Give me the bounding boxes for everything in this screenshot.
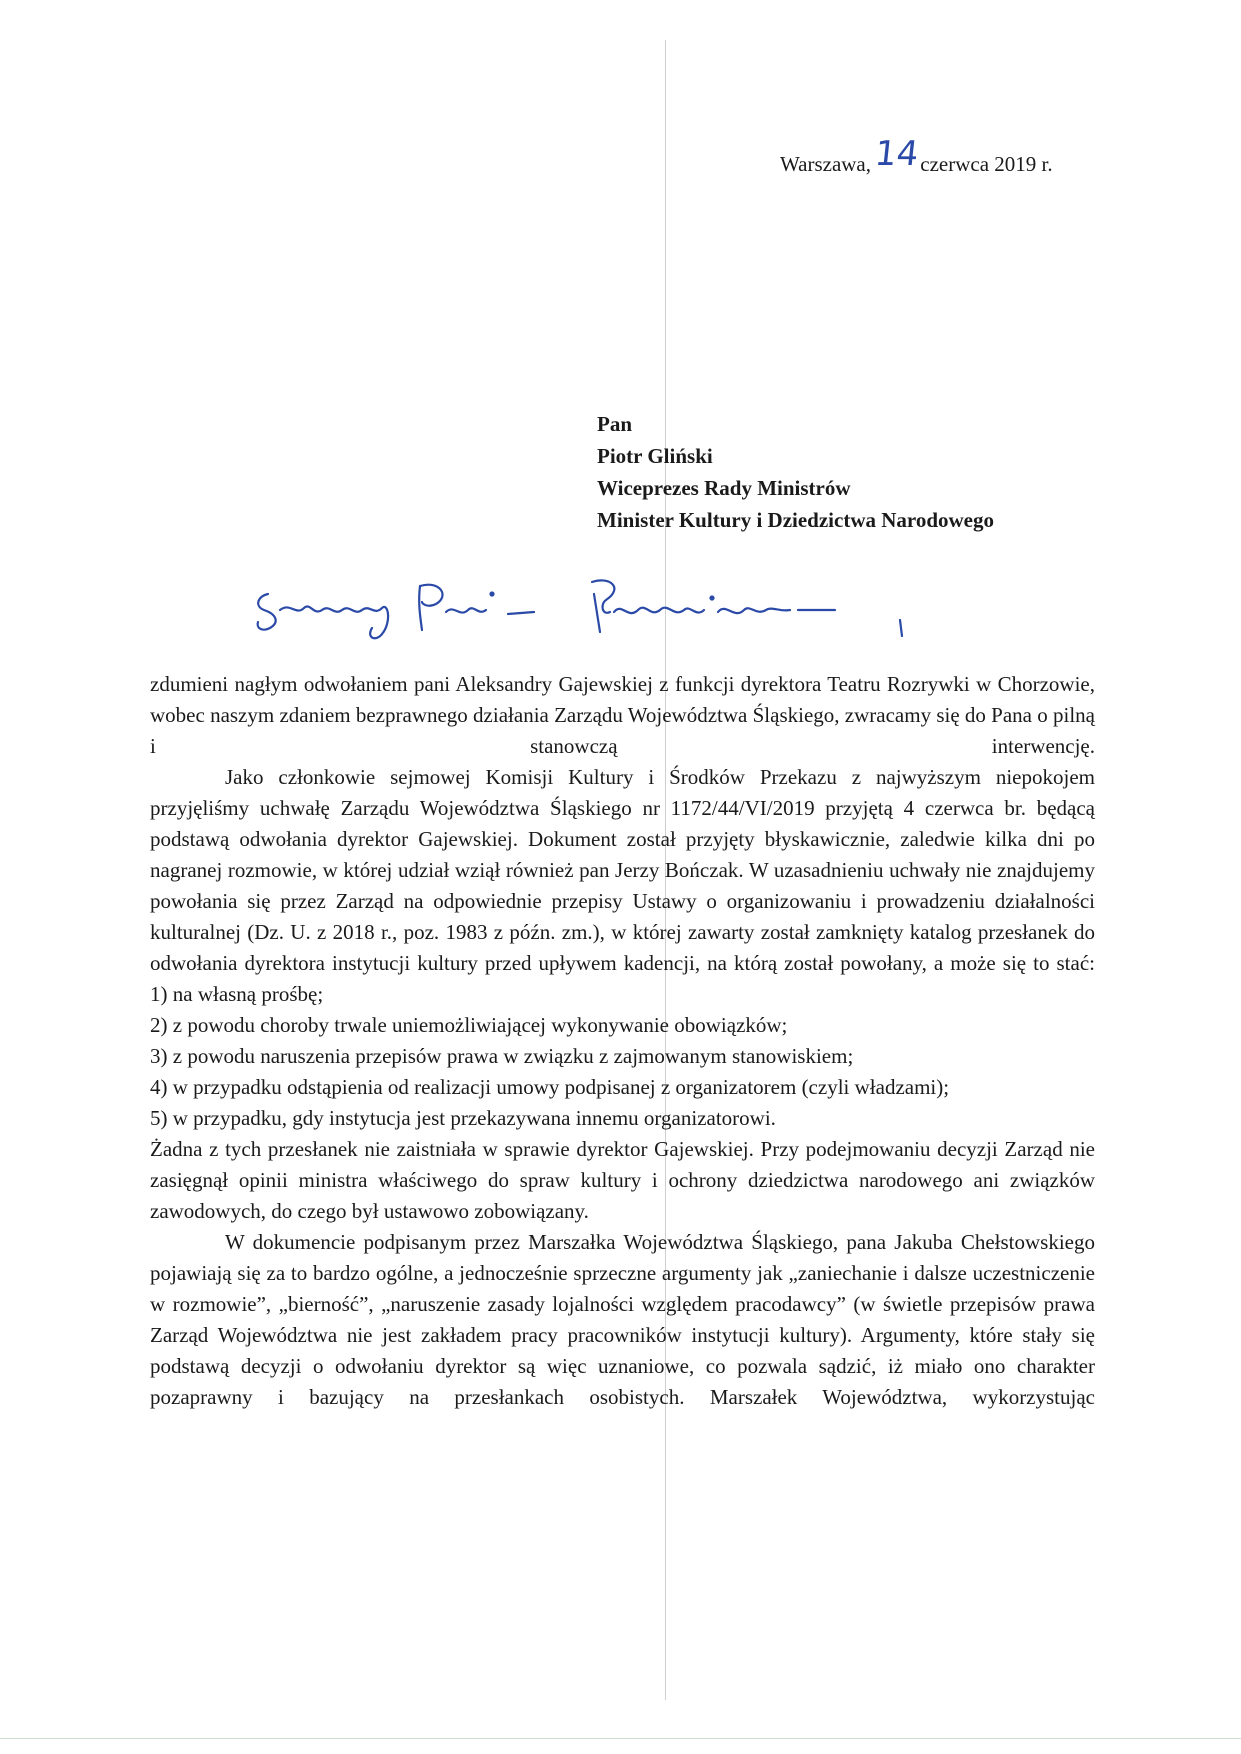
date-month-year: czerwca 2019 r. (920, 152, 1053, 176)
paragraph-3: Żadna z tych przesłanek nie zaistniała w sprawie dyrektor Gajewskiej. Przy podejmowaniu decyzji Zarząd nie zasięgnął opinii ministra właściwego do spraw kultury i ochrony dziedzictwa narodowego ani związków zawodowych, do czego był ustawowo zobowiązany. (150, 1137, 1095, 1223)
list-item: 5) w przypadku, gdy instytucja jest przekazywana innemu organizatorowi. (150, 1106, 776, 1130)
letter-body (150, 669, 1095, 1413)
paragraph-1: zdumieni nagłym odwołaniem pani Aleksandry Gajewskiej z funkcji dyrektora Teatru Rozrywki w Chorzowie, wobec naszym zdaniem bezprawnego działania Zarządu Województwa Śląskiego, zwracamy się do Pana o pilną i stanowczą interwencję. (150, 672, 1095, 758)
recipient-name: Piotr Gliński (597, 444, 713, 468)
letter-date (780, 134, 1140, 180)
handwritten-salutation (250, 572, 910, 652)
date-place: Warszawa, (780, 152, 872, 176)
recipient-title-1: Wiceprezes Rady Ministrów (597, 476, 851, 500)
list-item: 4) w przypadku odstąpienia od realizacji umowy podpisanej z organizatorem (czyli władzami); (150, 1075, 950, 1099)
list-item: 3) z powodu naruszenia przepisów prawa w związku z zajmowanym stanowiskiem; (150, 1044, 854, 1068)
paragraph-2: Jako członkowie sejmowej Komisji Kultury i Środków Przekazu z najwyższym niepokojem przyjęliśmy uchwałę Zarządu Województwa Śląskiego nr 1172/44/VI/2019 przyjętą 4 czerwca br. będącą podstawą odwołania dyrektor Gajewskiej. Dokument został przyjęty błyskawicznie, zaledwie kilka dni po nagranej rozmowie, w której udział wziął również pan Jerzy Bończak. W uzasadnieniu uchwały nie znajdujemy powołania się przez Zarząd na odpowiednie przepisy Ustawy o organizowaniu i prowadzeniu działalności kulturalnej (Dz. U. z 2018 r., poz. 1983 z późn. zm.), w której zawarty został zamknięty katalog przesłanek do odwołania dyrektora instytucji kultury przed upływem kadencji, na którą został powołany, a może się to stać: (150, 765, 1095, 975)
paragraph-4: W dokumencie podpisanym przez Marszałka Województwa Śląskiego, pana Jakuba Chełstowskiego pojawiają się za to bardzo ogólne, a jednocześnie sprzeczne argumenty jak „zaniechanie i dalsze uczestniczenie w rozmowie”, „bierność”, „naruszenie zasady lojalności względem pracodawcy” (w świetle przepisów prawa Zarząd Województwa nie jest zakładem pracy pracowników instytucji kultury). Argumenty, które stały się podstawą decyzji o odwołaniu dyrektor są więc uznaniowe, co pozwala sądzić, iż miało ono charakter pozaprawny i bazujący na przesłankach osobistych. Marszałek Województwa, wykorzystując (150, 1230, 1095, 1409)
list-item: 1) na własną prośbę; (150, 982, 324, 1006)
date-day-handwritten: 14 (872, 134, 921, 174)
recipient-block (597, 408, 994, 536)
page-bottom-edge (0, 1738, 1241, 1739)
recipient-line-1: Pan (597, 412, 633, 436)
list-item: 2) z powodu choroby trwale uniemożliwiającej wykonywanie obowiązków; (150, 1013, 788, 1037)
recipient-title-2: Minister Kultury i Dziedzictwa Narodowego (597, 508, 995, 532)
